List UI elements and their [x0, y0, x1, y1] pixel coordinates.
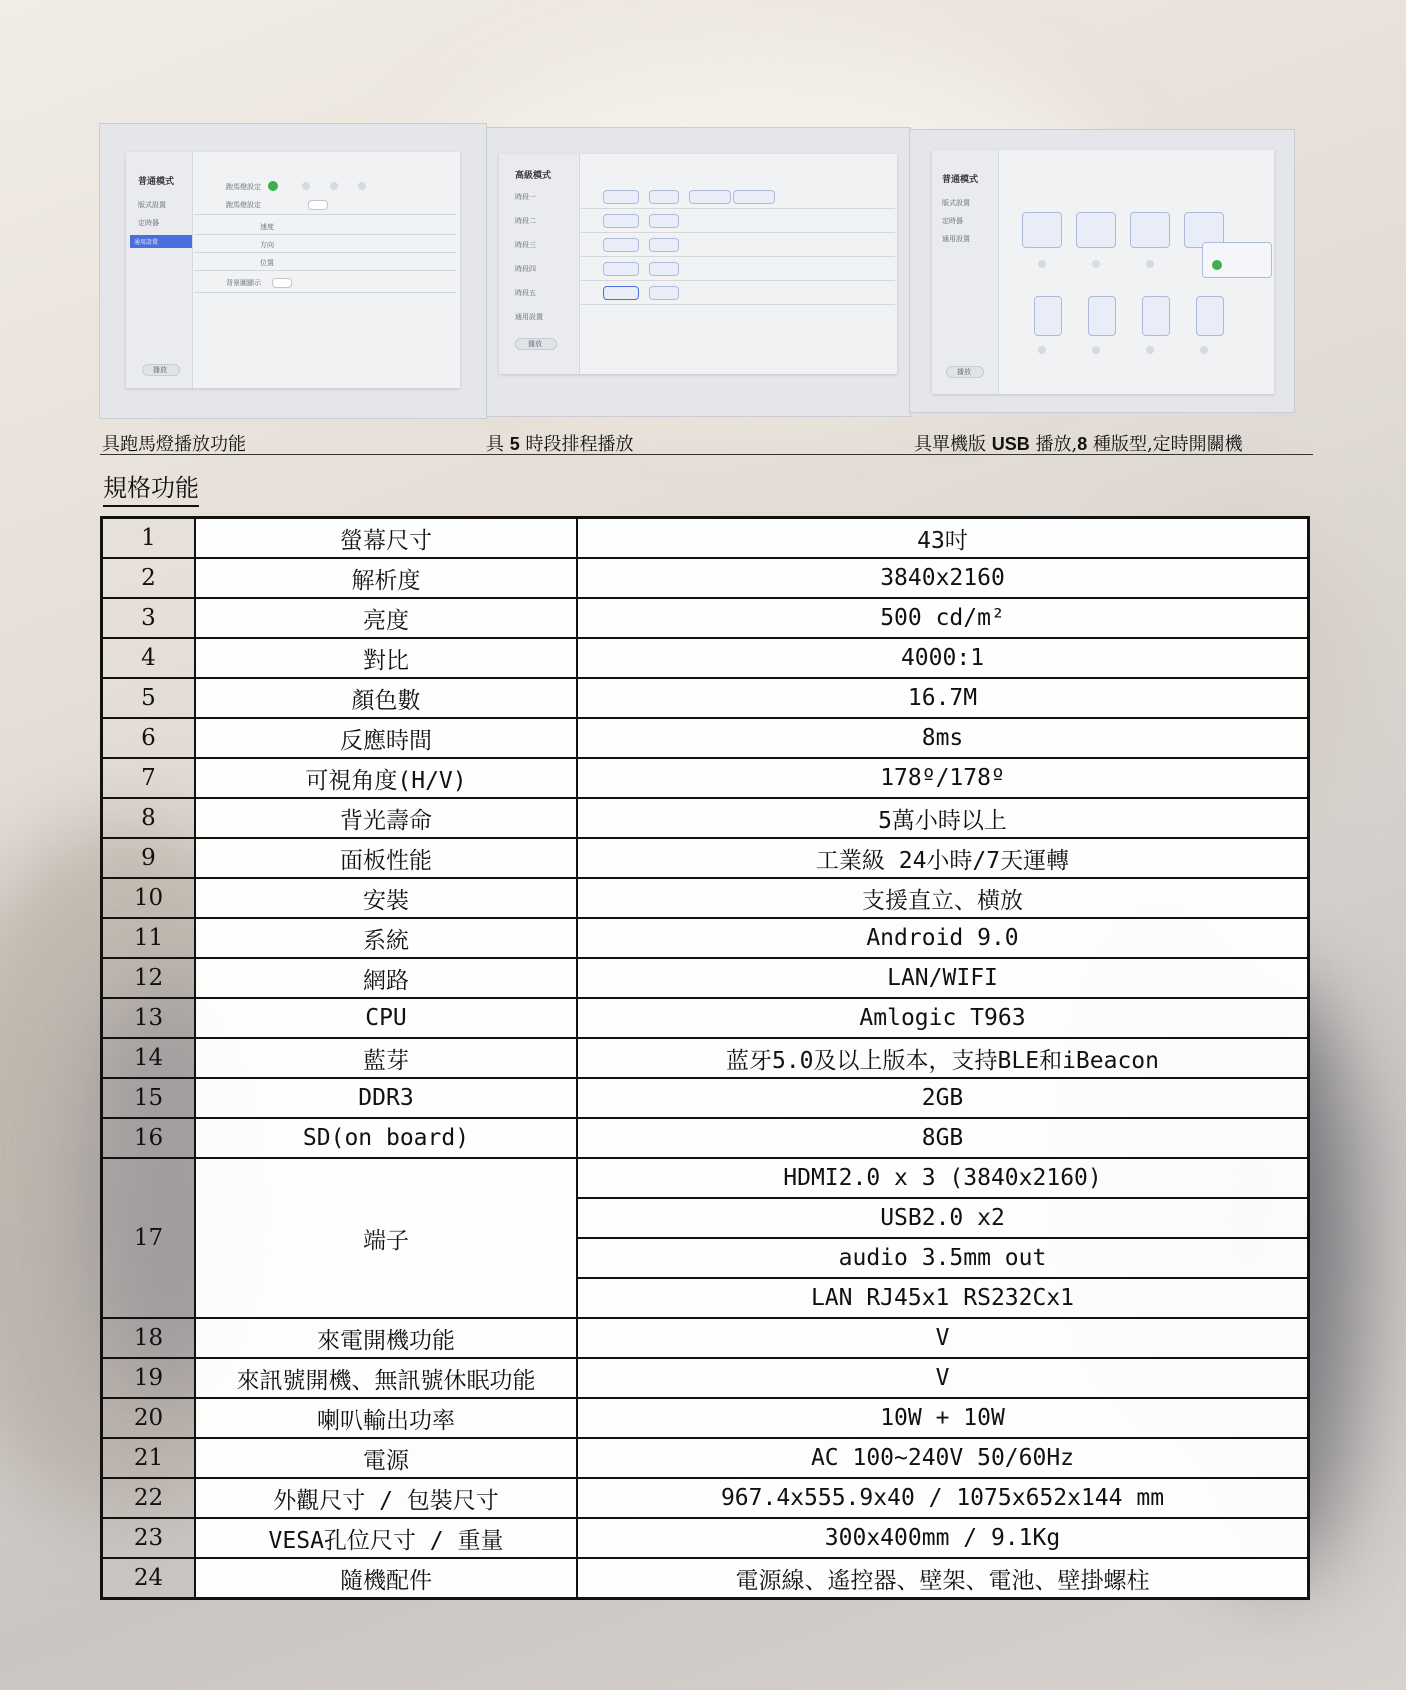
play-button[interactable]: 播放 — [515, 338, 557, 350]
spec-value: 43吋 — [577, 518, 1309, 559]
spec-item: 解析度 — [195, 558, 577, 598]
spec-number: 17 — [102, 1158, 196, 1318]
spec-item: 安裝 — [195, 878, 577, 918]
toggle-switch[interactable] — [272, 278, 292, 288]
spec-item: 對比 — [195, 638, 577, 678]
spec-row — [102, 638, 1309, 678]
spec-row — [102, 678, 1309, 718]
spec-item: 來電開機功能 — [195, 1318, 577, 1358]
spec-value: 178º/178º — [577, 758, 1309, 798]
check-icon — [1212, 260, 1222, 270]
time-field[interactable] — [603, 214, 639, 228]
screenshot-schedule — [487, 128, 910, 416]
spec-number: 4 — [102, 638, 196, 678]
radio-icon — [1146, 260, 1154, 268]
spec-value: 5萬小時以上 — [577, 798, 1309, 838]
row-label: 方向 — [260, 241, 274, 249]
spec-value: 10W + 10W — [577, 1398, 1309, 1438]
layout-landscape-1[interactable] — [1022, 212, 1062, 248]
spec-item: 來訊號開機、無訊號休眠功能 — [195, 1358, 577, 1398]
caption-marquee: 具跑馬燈播放功能 — [102, 434, 246, 455]
screenshot-layouts — [910, 130, 1294, 412]
spec-row — [102, 1438, 1309, 1478]
sidebar-item[interactable]: 版式設置 — [138, 201, 166, 209]
spec-value: 2GB — [577, 1078, 1309, 1118]
spec-item: 系統 — [195, 918, 577, 958]
schedule-sidebar — [499, 154, 580, 374]
spec-item: 背光壽命 — [195, 798, 577, 838]
radio-icon — [330, 182, 338, 190]
spec-row — [102, 798, 1309, 838]
spec-value: 電源線、遙控器、壁架、電池、壁掛螺柱 — [577, 1558, 1309, 1599]
sidebar-item[interactable]: 時段三 — [515, 241, 536, 249]
spec-number: 11 — [102, 918, 196, 958]
spec-item: 網路 — [195, 958, 577, 998]
spec-value: 16.7M — [577, 678, 1309, 718]
spec-number: 18 — [102, 1318, 196, 1358]
layout-landscape-3[interactable] — [1130, 212, 1170, 248]
screenshot-strip — [100, 124, 1296, 418]
sidebar-item[interactable]: 通用設置 — [515, 313, 543, 321]
spec-item: 藍芽 — [195, 1038, 577, 1078]
play-button[interactable]: 播放 — [142, 364, 180, 376]
spec-number: 5 — [102, 678, 196, 718]
spec-value: LAN/WIFI — [577, 958, 1309, 998]
spec-row — [102, 758, 1309, 798]
spec-item: 顏色數 — [195, 678, 577, 718]
spec-value: 工業級 24小時/7天運轉 — [577, 838, 1309, 878]
layout-panel — [932, 150, 1274, 394]
layout-portrait-1[interactable] — [1034, 296, 1062, 336]
settings-sidebar — [126, 152, 193, 388]
section-title: 規格功能 — [103, 468, 199, 507]
sidebar-item[interactable]: 時段二 — [515, 217, 536, 225]
spec-value: V — [577, 1318, 1309, 1358]
spec-item: 螢幕尺寸 — [195, 518, 577, 559]
spec-row — [102, 1478, 1309, 1518]
spec-item: 可視角度(H/V) — [195, 758, 577, 798]
row-label: 位置 — [260, 259, 274, 267]
mode-field[interactable] — [649, 238, 679, 252]
spec-row — [102, 598, 1309, 638]
spec-row — [102, 718, 1309, 758]
spec-value: USB2.0 x2 — [577, 1198, 1309, 1238]
radio-icon — [302, 182, 310, 190]
spec-number: 23 — [102, 1518, 196, 1558]
spec-number: 12 — [102, 958, 196, 998]
spec-item: DDR3 — [195, 1078, 577, 1118]
layout-popup[interactable] — [1202, 242, 1272, 278]
spec-value: 8GB — [577, 1118, 1309, 1158]
row-label: 背景圖顯示 — [226, 279, 261, 287]
spec-row — [102, 918, 1309, 958]
spec-number: 7 — [102, 758, 196, 798]
file-field[interactable] — [733, 190, 775, 204]
spec-row — [102, 838, 1309, 878]
spec-number: 13 — [102, 998, 196, 1038]
spec-value: 4000:1 — [577, 638, 1309, 678]
file-field[interactable] — [689, 190, 731, 204]
spec-item: 面板性能 — [195, 838, 577, 878]
spec-item: 端子 — [195, 1158, 577, 1318]
spec-number: 2 — [102, 558, 196, 598]
sidebar-item[interactable]: 時段五 — [515, 289, 536, 297]
spec-value: 300x400mm / 9.1Kg — [577, 1518, 1309, 1558]
spec-value: 蓝牙5.0及以上版本，支持BLE和iBeacon — [577, 1038, 1309, 1078]
mode-field[interactable] — [649, 262, 679, 276]
spec-item: 外觀尺寸 / 包裝尺寸 — [195, 1478, 577, 1518]
spec-number: 20 — [102, 1398, 196, 1438]
spec-number: 15 — [102, 1078, 196, 1118]
layout-sidebar — [932, 150, 999, 394]
time-field[interactable] — [603, 262, 639, 276]
spec-row — [102, 1158, 1309, 1198]
spec-item: 隨機配件 — [195, 1558, 577, 1599]
layout-landscape-2[interactable] — [1076, 212, 1116, 248]
spec-item: SD(on board) — [195, 1118, 577, 1158]
spec-number: 22 — [102, 1478, 196, 1518]
settings-panel — [126, 152, 460, 388]
toggle-switch[interactable] — [308, 200, 328, 210]
spec-value: 支援直立、横放 — [577, 878, 1309, 918]
sidebar-item[interactable]: 定時器 — [942, 217, 963, 225]
spec-value: AC 100~240V 50/60Hz — [577, 1438, 1309, 1478]
spec-row — [102, 1118, 1309, 1158]
radio-icon — [1200, 346, 1208, 354]
radio-icon — [1038, 260, 1046, 268]
radio-icon — [1092, 260, 1100, 268]
row-label: 跑馬燈設定 — [226, 183, 261, 191]
spec-row — [102, 878, 1309, 918]
radio-icon — [358, 182, 366, 190]
spec-row — [102, 558, 1309, 598]
sidebar-item[interactable]: 版式設置 — [942, 199, 970, 207]
spec-number: 21 — [102, 1438, 196, 1478]
sidebar-item[interactable]: 時段四 — [515, 265, 536, 273]
spec-value: audio 3.5mm out — [577, 1238, 1309, 1278]
spec-number: 3 — [102, 598, 196, 638]
spec-row — [102, 1398, 1309, 1438]
layout-portrait-3[interactable] — [1142, 296, 1170, 336]
spec-row — [102, 958, 1309, 998]
spec-value: HDMI2.0 x 3 (3840x2160) — [577, 1158, 1309, 1198]
spec-item: 反應時間 — [195, 718, 577, 758]
spec-number: 9 — [102, 838, 196, 878]
sidebar-item[interactable]: 定時器 — [138, 219, 159, 227]
spec-number: 10 — [102, 878, 196, 918]
spec-row — [102, 1518, 1309, 1558]
spec-item: CPU — [195, 998, 577, 1038]
layout-portrait-2[interactable] — [1088, 296, 1116, 336]
caption-schedule: 具 5 時段排程播放 — [486, 434, 634, 455]
spec-row — [102, 518, 1309, 559]
sidebar-item[interactable]: 時段一 — [515, 193, 536, 201]
spec-number: 6 — [102, 718, 196, 758]
mode-field[interactable] — [649, 214, 679, 228]
radio-icon — [1092, 346, 1100, 354]
spec-value: LAN RJ45x1 RS232Cx1 — [577, 1278, 1309, 1318]
row-label: 跑馬燈設定 — [226, 201, 261, 209]
spec-item: VESA孔位尺寸 / 重量 — [195, 1518, 577, 1558]
spec-item: 電源 — [195, 1438, 577, 1478]
spec-value: 967.4x555.9x40 / 1075x652x144 mm — [577, 1478, 1309, 1518]
spec-number: 24 — [102, 1558, 196, 1599]
spec-row — [102, 1038, 1309, 1078]
spec-value: Amlogic T963 — [577, 998, 1309, 1038]
spec-item: 亮度 — [195, 598, 577, 638]
time-field[interactable] — [603, 190, 639, 204]
screenshot-marquee — [100, 124, 486, 418]
mode-field[interactable] — [649, 190, 679, 204]
caption-layouts: 具單機版 USB 播放,8 種版型,定時開關機 — [914, 434, 1243, 455]
mode-title: 高級模式 — [515, 171, 552, 181]
sidebar-item[interactable]: 通用設置 — [942, 235, 970, 243]
radio-icon — [1146, 346, 1154, 354]
mode-title: 普通模式 — [942, 175, 979, 185]
spec-value: 500 cd/m² — [577, 598, 1309, 638]
mode-title: 普通模式 — [138, 177, 175, 187]
spec-number: 8 — [102, 798, 196, 838]
spec-value: V — [577, 1358, 1309, 1398]
spec-number: 1 — [102, 518, 196, 559]
caption-row — [100, 428, 1313, 455]
layout-portrait-4[interactable] — [1196, 296, 1224, 336]
spec-number: 16 — [102, 1118, 196, 1158]
row-label: 速度 — [260, 223, 274, 231]
spec-row — [102, 1558, 1309, 1599]
spec-number: 14 — [102, 1038, 196, 1078]
play-button[interactable]: 播放 — [946, 366, 984, 378]
time-field[interactable] — [603, 238, 639, 252]
spec-row — [102, 1078, 1309, 1118]
spec-value: 8ms — [577, 718, 1309, 758]
mode-field[interactable] — [649, 286, 679, 300]
spec-value: Android 9.0 — [577, 918, 1309, 958]
check-icon — [268, 181, 278, 191]
spec-row — [102, 1318, 1309, 1358]
radio-icon — [1038, 346, 1046, 354]
spec-item: 喇叭輸出功率 — [195, 1398, 577, 1438]
spec-table — [100, 516, 1310, 1600]
spec-row — [102, 1358, 1309, 1398]
time-field[interactable] — [603, 286, 639, 300]
spec-value: 3840x2160 — [577, 558, 1309, 598]
sidebar-item-selected[interactable]: 通用設置 — [130, 235, 192, 248]
spec-number: 19 — [102, 1358, 196, 1398]
spec-row — [102, 998, 1309, 1038]
schedule-panel — [499, 154, 897, 374]
